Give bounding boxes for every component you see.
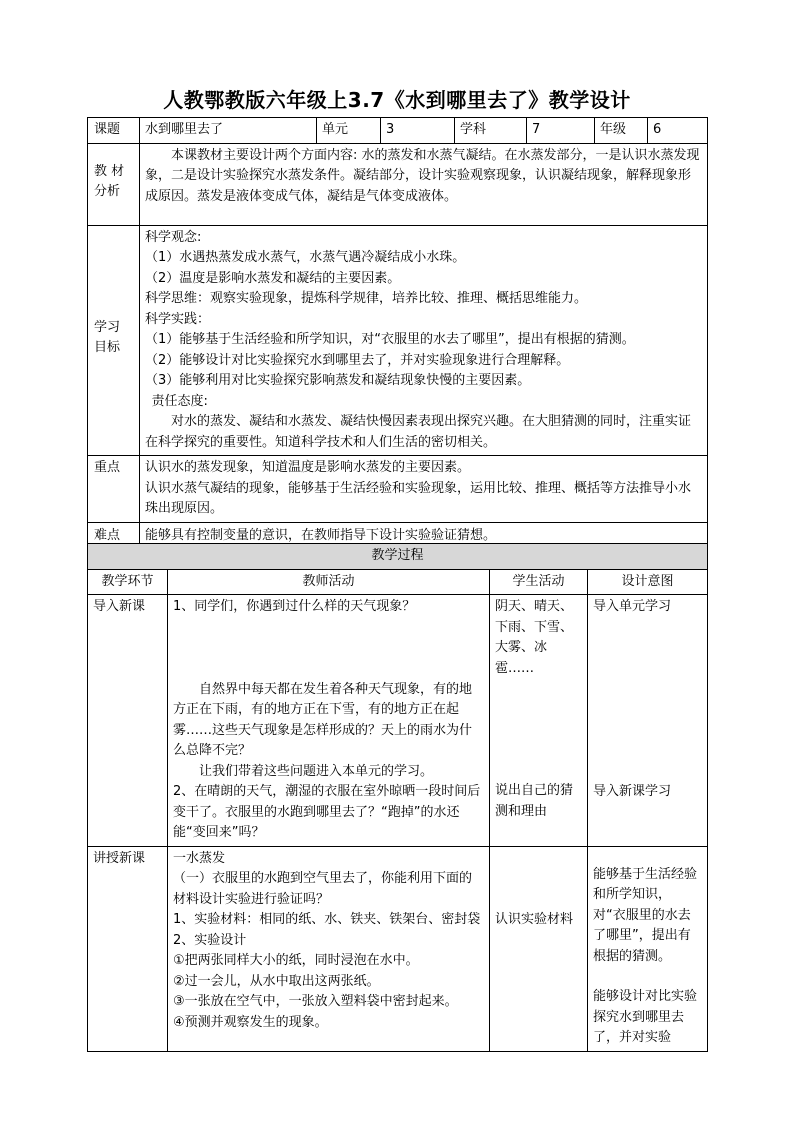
analysis-row bbox=[88, 143, 708, 225]
goal-line: （2）能够设计对比实验探究水到哪里去了，并对实验现象进行合理解释。 bbox=[145, 352, 570, 368]
subject-value: 7 bbox=[527, 118, 595, 144]
subject-label: 学科 bbox=[455, 118, 527, 144]
new-lesson-teacher: 一水蒸发 （一）衣服里的水跑到空气里去了，你能利用下面的材料设计实验进行验证吗？ 1、实验材料：相同的纸、水、铁夹、铁架台、密封袋 2、实验设计 ①把两张同样大小的纸，同时浸泡在水中。 ②过一会儿，从水中取出这两张纸。 ③一张放在空气中，一张放入塑料袋中密封起来。 ④预测并观察发生的现象。 bbox=[168, 846, 490, 1051]
goal-line: 科学观念: bbox=[145, 229, 202, 245]
grade-value: 6 bbox=[648, 118, 708, 144]
new-lesson-student: 认识实验材料 bbox=[490, 846, 588, 1051]
info-row bbox=[88, 118, 708, 144]
goal-line: （1）能够基于生活经验和所学知识，对“衣服里的水去了哪里”，提出有根据的猜测。 bbox=[145, 332, 635, 347]
unit-label: 单元 bbox=[317, 118, 381, 144]
unit-value: 3 bbox=[381, 118, 455, 144]
difficulty-text: 能够具有控制变量的意识，在教师指导下设计实验验证猜想。 bbox=[140, 522, 708, 550]
goal-line: （3）能够利用对比实验探究影响蒸发和凝结现象快慢的主要因素。 bbox=[145, 373, 531, 388]
process-table bbox=[87, 543, 708, 1052]
goal-line: （2）温度是影响水蒸发和凝结的主要因素。 bbox=[145, 270, 401, 286]
intro-stage: 导入新课 bbox=[88, 595, 168, 847]
intro-teacher: 1、同学们，你遇到过什么样的天气现象？ 自然界中每天都在发生着各种天气现象，有的地方正在下雨，有的地方正在下雪，有的地方正在起雾……这些天气现象是怎样形成的？天上的雨水为什么总降不完？ 让我们带着这些问题进入本单元的学习。 2、在晴朗的天气，潮湿的衣服在室外晾晒一段时间后变干了。衣服里的水跑到哪里去了？“跑掉”的水还能“变回来”吗？ bbox=[168, 595, 490, 847]
key-points-row bbox=[88, 456, 708, 523]
header-teacher: 教师活动 bbox=[168, 569, 490, 595]
info-table bbox=[87, 117, 708, 551]
key-points-label: 重点 bbox=[88, 456, 140, 523]
header-student: 学生活动 bbox=[490, 569, 588, 595]
difficulty-label: 难点 bbox=[88, 522, 140, 550]
intro-row bbox=[88, 595, 708, 847]
goal-line: 科学思维：观察实验现象，提炼科学规律，培养比较、推理、概括思维能力。 bbox=[145, 291, 588, 306]
intro-intent: 导入单元学习 导入新课学习 bbox=[588, 595, 708, 847]
goal-line: 责任态度: bbox=[151, 393, 208, 409]
goals-row bbox=[88, 225, 708, 456]
header-intent: 设计意图 bbox=[588, 569, 708, 595]
new-lesson-stage: 讲授新课 bbox=[88, 846, 168, 1051]
course-value: 水到哪里去了 bbox=[140, 118, 317, 144]
process-section-title: 教学过程 bbox=[88, 544, 708, 570]
new-lesson-row bbox=[88, 846, 708, 1051]
goals-label: 学习 目标 bbox=[88, 225, 140, 456]
page-title: 人教鄂教版六年级上3.7《水到哪里去了》教学设计 bbox=[163, 88, 631, 112]
new-lesson-intent: 能够基于生活经验和所学知识，对“衣服里的水去了哪里”，提出有根据的猜测。 能够设计对比实验探究水到哪里去了，并对实验 bbox=[588, 846, 708, 1051]
key-points-text: 认识水的蒸发现象，知道温度是影响水蒸发的主要因素。 认识水蒸气凝结的现象，能够基于生活经验和实验现象，运用比较、推理、概括等方法推导小水珠出现原因。 bbox=[140, 456, 708, 523]
intro-student: 阴天、晴天、下雨、下雪、大雾、冰雹…… 说出自己的猜测和理由 bbox=[490, 595, 588, 847]
goals-content bbox=[140, 225, 708, 456]
goal-line: （1）水遇热蒸发成水蒸气，水蒸气遇冷凝结成小水珠。 bbox=[145, 250, 466, 265]
course-label: 课题 bbox=[88, 118, 140, 144]
process-header-row bbox=[88, 569, 708, 595]
goal-line: 科学实践： bbox=[145, 311, 211, 327]
process-title-row bbox=[88, 544, 708, 570]
attitude-text: 对水的蒸发、凝结和水蒸发、凝结快慢因素表现出探究兴趣。在大胆猜测的同时，注重实证在科学探究的重要性。知道科学技术和人们生活的密切相关。 bbox=[145, 414, 692, 450]
analysis-text: 本课教材主要设计两个方面内容: 水的蒸发和水蒸气凝结。在水蒸发部分，一是认识水蒸发现象，二是设计实验探究水蒸发条件。凝结部分，设计实验观察现象，认识凝结现象，解释现象形成原因。蒸发是液体变成气体，凝结是气体变成液体。 bbox=[140, 143, 708, 225]
header-stage: 教学环节 bbox=[88, 569, 168, 595]
grade-label: 年级 bbox=[595, 118, 648, 144]
analysis-label: 教 材 分析 bbox=[88, 143, 140, 225]
